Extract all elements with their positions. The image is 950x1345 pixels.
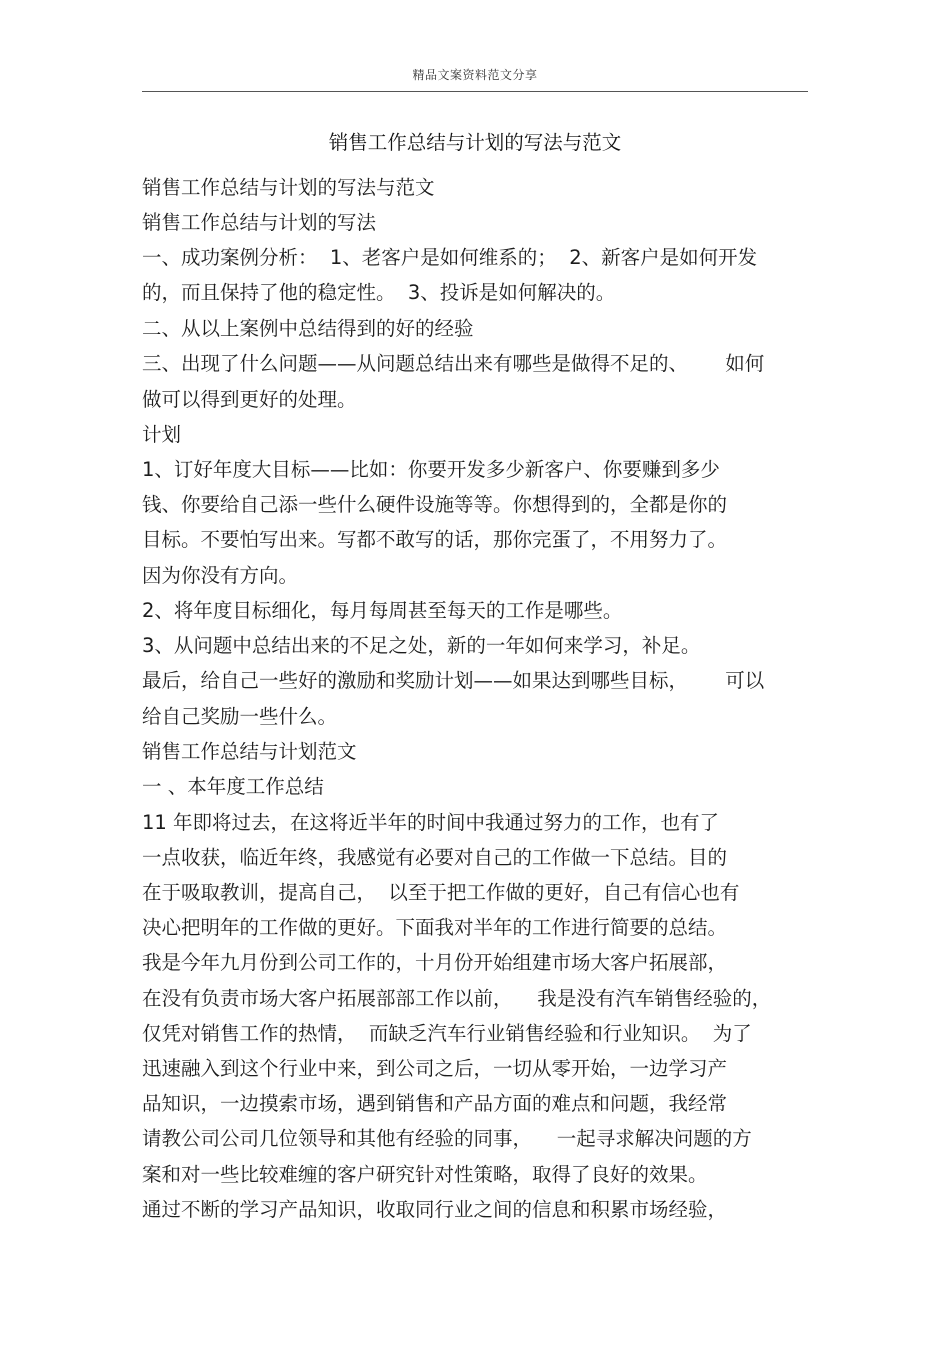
body-line: 11 年即将过去，在这将近半年的时间中我通过努力的工作，也有了 [142,811,720,834]
body-line: 销售工作总结与计划的写法与范文 [142,176,435,199]
body-line: 3、从问题中总结出来的不足之处，新的一年如何来学习，补足。 [142,634,701,657]
body-line: 目标。不要怕写出来。写都不敢写的话，那你完蛋了，不用努力了。 [142,528,728,551]
body-line: 做可以得到更好的处理。 [142,388,357,411]
body-line: 钱、你要给自己添一些什么硬件设施等等。你想得到的，全都是你的 [142,493,728,516]
body-line: 2、将年度目标细化，每月每周甚至每天的工作是哪些。 [142,599,623,622]
body-line: 三、出现了什么问题——从问题总结出来有哪些是做得不足的、 如何 [142,352,765,375]
body-line: 一 、本年度工作总结 [142,775,324,798]
header-divider [142,91,808,92]
page-header: 精品文案资料范文分享 [412,68,538,82]
body-line: 因为你没有方向。 [142,564,299,587]
body-line: 迅速融入到这个行业中来，到公司之后，一切从零开始，一边学习产 [142,1057,728,1080]
body-line: 请教公司公司几位领导和其他有经验的同事， 一起寻求解决问题的方 [142,1127,752,1150]
body-line: 我是今年九月份到公司工作的，十月份开始组建市场大客户拓展部， [142,951,728,974]
body-line: 1、订好年度大目标——比如：你要开发多少新客户、你要赚到多少 [142,458,720,481]
body-line: 一点收获，临近年终，我感觉有必要对自己的工作做一下总结。目的 [142,846,728,869]
body-line: 给自己奖励一些什么。 [142,705,338,728]
body-line: 决心把明年的工作做的更好。下面我对半年的工作进行简要的总结。 [142,916,728,939]
body-line: 最后，给自己一些好的激励和奖励计划——如果达到哪些目标， 可以 [142,669,765,692]
body-line: 仅凭对销售工作的热情， 而缺乏汽车行业销售经验和行业知识。 为了 [142,1022,752,1045]
body-line: 案和对一些比较难缠的客户研究针对性策略，取得了良好的效果。 [142,1163,708,1186]
body-line: 二、从以上案例中总结得到的好的经验 [142,317,474,340]
body-line: 一、成功案例分析： 1、老客户是如何维系的； 2、新客户是如何开发 [142,246,758,269]
body-line: 品知识，一边摸索市场，遇到销售和产品方面的难点和问题，我经常 [142,1092,728,1115]
body-line: 计划 [142,423,182,446]
body-line: 在没有负责市场大客户拓展部部工作以前， 我是没有汽车销售经验的， [142,987,772,1010]
body-line: 销售工作总结与计划范文 [142,740,357,763]
body-line: 销售工作总结与计划的写法 [142,211,377,234]
body-line: 在于吸取教训，提高自己， 以至于把工作做的更好，自己有信心也有 [142,881,740,904]
body-line: 通过不断的学习产品知识，收取同行业之间的信息和积累市场经验， [142,1198,728,1221]
body-line: 的，而且保持了他的稳定性。 3、投诉是如何解决的。 [142,281,616,304]
document-title: 销售工作总结与计划的写法与范文 [328,131,622,154]
